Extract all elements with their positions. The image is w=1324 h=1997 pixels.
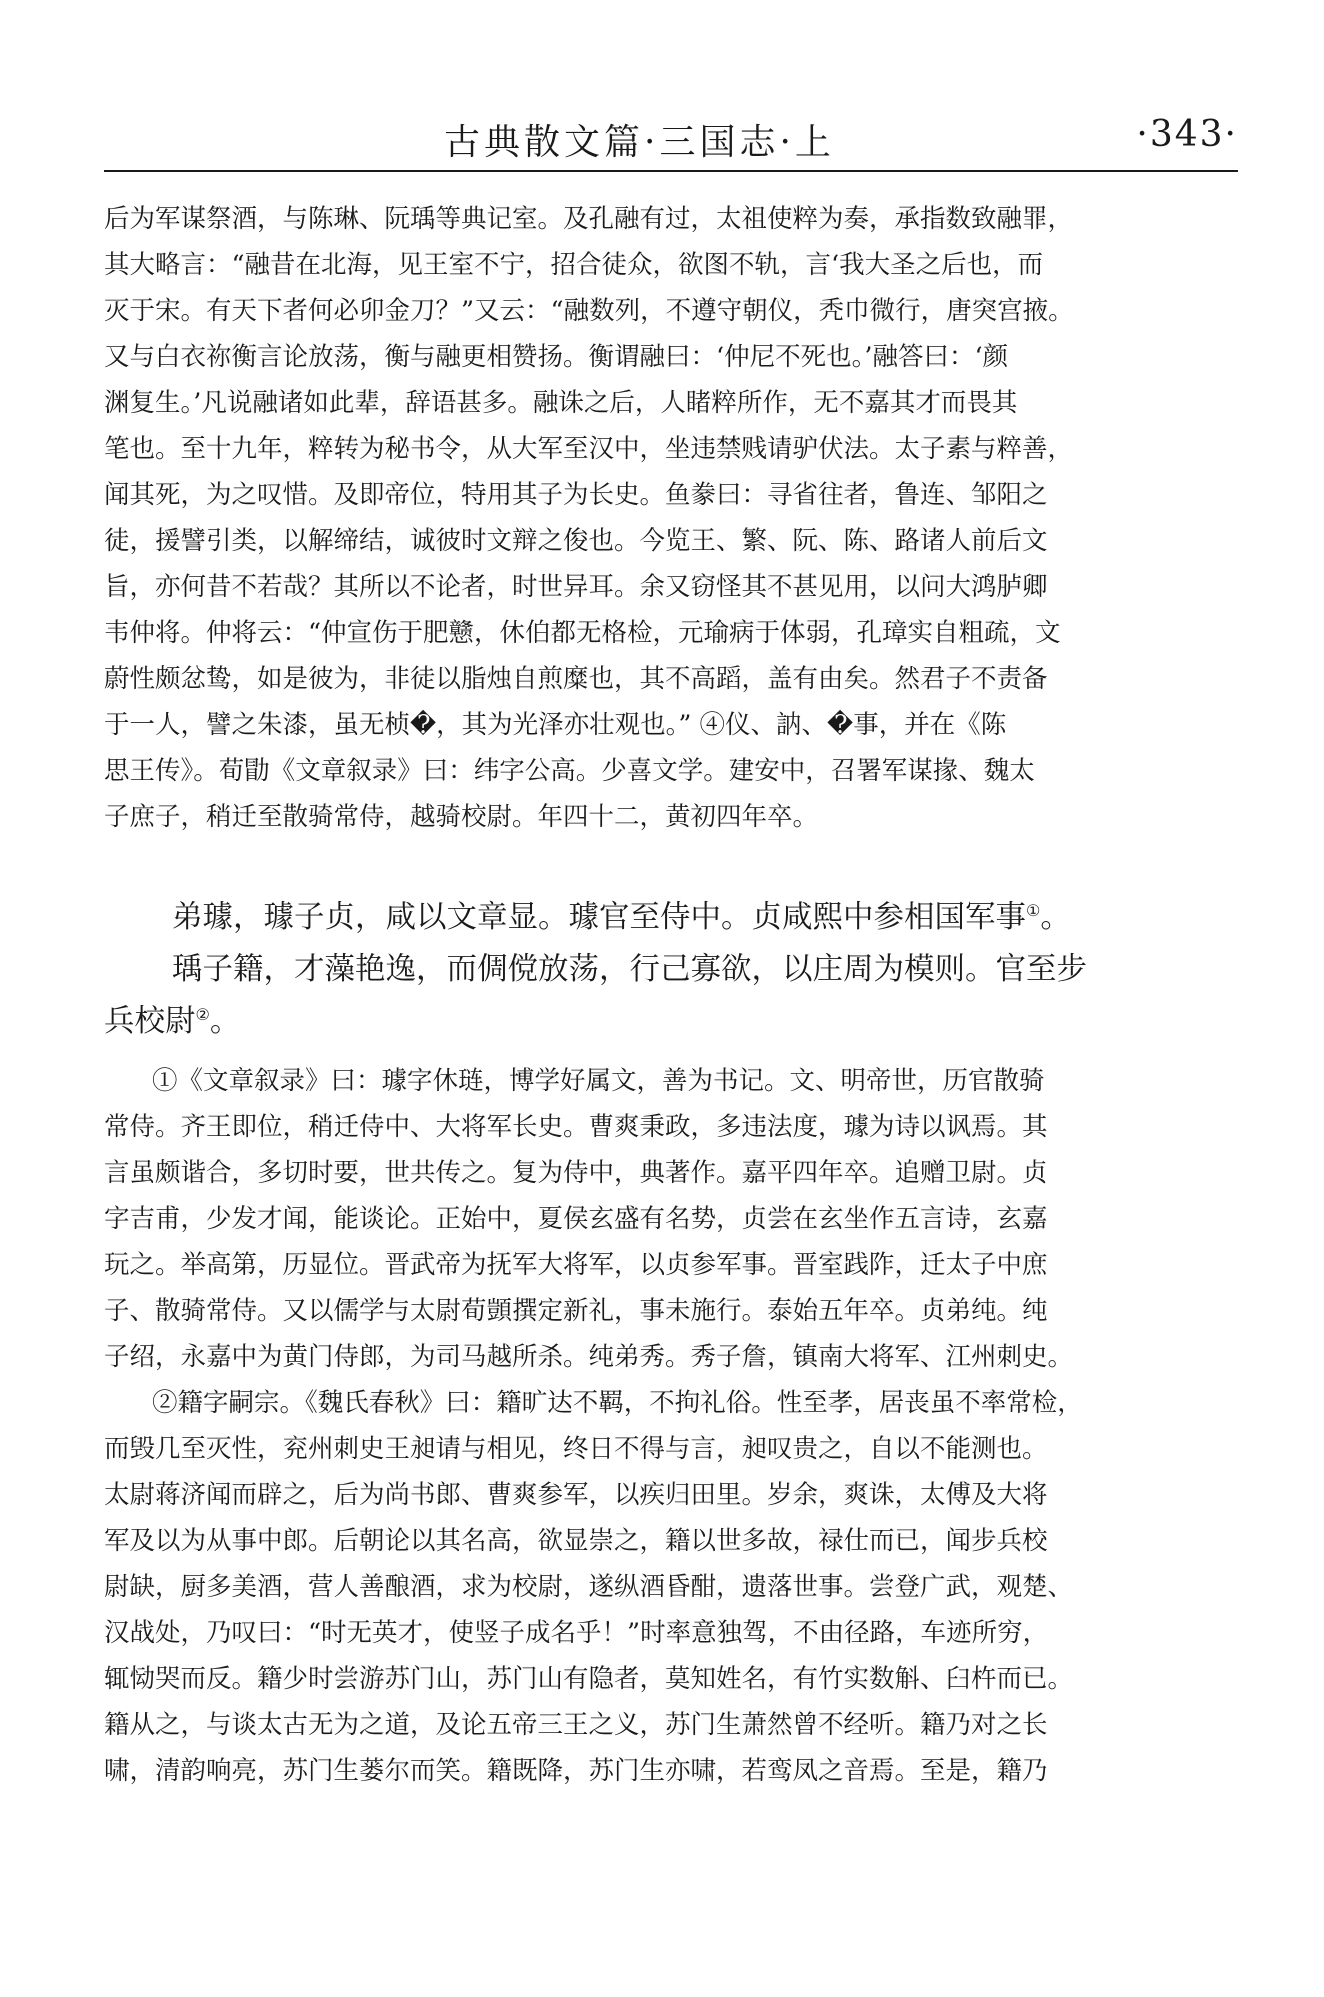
annotation-line: ①《文章叙录》曰：璩字休琏，博学好属文，善为书记。文、明帝世，历官散骑	[152, 1066, 1045, 1096]
annotation-line: 汉战处，乃叹曰：“时无英才，使竖子成名乎！”时率意独驾，不由径路，车迹所穷，	[104, 1618, 1049, 1648]
footnote-ref: ①	[1026, 900, 1041, 920]
annotation-line: 字吉甫，少发才闻，能谈论。正始中，夏侯玄盛有名势，贞尝在玄坐作五言诗，玄嘉	[104, 1204, 1048, 1234]
annotation-line: 徒，援譬引类，以解缔结，诚彼时文辩之俊也。今览王、繁、阮、陈、路诸人前后文	[104, 526, 1048, 556]
annotation-line: 灭于宋。有天下者何必卯金刀？”又云：“融数列，不遵守朝仪，秃巾微行，唐突宫掖。	[104, 296, 1074, 326]
continued-annotation	[104, 196, 1238, 840]
running-title: 古典散文篇·三国志·上	[444, 122, 835, 163]
annotation-line: 渊复生。’凡说融诸如此辈，辞语甚多。融诛之后，人睹粹所作，无不嘉其才而畏其	[104, 388, 1018, 418]
annotation-line: 子绍，永嘉中为黄门侍郎，为司马越所杀。纯弟秀。秀子詹，镇南大将军、江州刺史。	[104, 1342, 1074, 1372]
main-text-tail: 。	[1040, 900, 1071, 935]
annotation-line: 辄恸哭而反。籍少时尝游苏门山，苏门山有隐者，莫知姓名，有竹实数斛、臼杵而已。	[104, 1664, 1074, 1694]
annotation-line: 玩之。举高第，历显位。晋武帝为抚军大将军，以贞参军事。晋室践阼，迁太子中庶	[104, 1250, 1048, 1280]
annotation-line: 于一人，譬之朱漆，虽无桢�，其为光泽亦壮观也。” ④仪、訥、�事，并在《陈	[104, 710, 1007, 740]
annotation-line: 子、散骑常侍。又以儒学与太尉荀顗撰定新礼，事未施行。泰始五年卒。贞弟纯。纯	[104, 1296, 1048, 1326]
annotation-line: 旨，亦何昔不若哉？其所以不论者，时世异耳。余又窃怪其不甚见用，以问大鸿胪卿	[104, 572, 1048, 602]
annotation-line: 闻其死，为之叹惜。及即帝位，特用其子为长史。鱼豢曰：寻省往者，鲁连、邹阳之	[104, 480, 1048, 510]
main-text-line	[104, 892, 1238, 944]
annotation-line: 而毁几至灭性，兖州刺史王昶请与相见，终日不得与言，昶叹贵之，自以不能测也。	[104, 1434, 1048, 1464]
annotation-line: 后为军谋祭酒，与陈琳、阮瑀等典记室。及孔融有过，太祖使粹为奏，承指数致融罪，	[104, 204, 1074, 234]
annotation-line: 太尉蒋济闻而辟之，后为尚书郎、曹爽参军，以疾归田里。岁余，爽诛，太傅及大将	[104, 1480, 1048, 1510]
annotation-line: 籍从之，与谈太古无为之道，及论五帝三王之义，苏门生萧然曾不经听。籍乃对之长	[104, 1710, 1048, 1740]
annotation-line: ②籍字嗣宗。《魏氏春秋》曰：籍旷达不羁，不拘礼俗。性至孝，居丧虽不率常检，	[152, 1388, 1083, 1418]
page-header	[104, 104, 1238, 166]
main-text	[104, 892, 1238, 1048]
annotation-line: 蔚性颇忿鸷，如是彼为，非徒以脂烛自煎糜也，其不高蹈，盖有由矣。然君子不责备	[104, 664, 1048, 694]
main-text-span: 兵校尉	[104, 1004, 196, 1039]
annotation-line: 笔也。至十九年，粹转为秘书令，从大军至汉中，坐违禁贱请驴伏法。太子素与粹善，	[104, 434, 1074, 464]
annotation-line: 言虽颇谐合，多切时要，世共传之。复为侍中，典著作。嘉平四年卒。追赠卫尉。贞	[104, 1158, 1048, 1188]
page-number: ·343·	[1136, 114, 1238, 155]
annotation-line: 常侍。齐王即位，稍迁侍中、大将军长史。曹爽秉政，多违法度，璩为诗以讽焉。其	[104, 1112, 1048, 1142]
annotation-line: 又与白衣祢衡言论放荡，衡与融更相赞扬。衡谓融曰：‘仲尼不死也。’融答曰：‘颜	[104, 342, 1009, 372]
header-rule	[104, 170, 1238, 172]
annotation-line: 啸，清韵响亮，苏门生蒌尔而笑。籍既降，苏门生亦啸，若鸾凤之音焉。至是，籍乃	[104, 1756, 1048, 1786]
annotation-line: 思王传》。荀勖《文章叙录》曰：纬字公高。少喜文学。建安中，召署军谋掾、魏太	[104, 756, 1035, 786]
annotations	[104, 1058, 1238, 1794]
annotation-line: 韦仲将。仲将云：“仲宣伤于肥戆，休伯都无格检，元瑜病于体弱，孔璋实自粗疏，文	[104, 618, 1061, 648]
annotation-line: 子庶子，稍迁至散骑常侍，越骑校尉。年四十二，黄初四年卒。	[104, 802, 819, 832]
main-text-span: 弟璩，璩子贞，咸以文章显。璩官至侍中。贞咸熙中参相国军事	[172, 900, 1026, 935]
page-body	[104, 196, 1238, 1794]
main-text-line	[104, 944, 1238, 996]
annotation-line: 尉缺，厨多美酒，营人善酿酒，求为校尉，遂纵酒昏酣，遗落世事。尝登广武，观楚、	[104, 1572, 1074, 1602]
main-text-tail: 。	[209, 1004, 241, 1039]
main-text-span: 瑀子籍，才藻艳逸，而倜傥放荡，行己寡欲，以庄周为模则。官至步	[172, 952, 1087, 987]
footnote-ref: ②	[195, 1004, 210, 1024]
main-text-line	[104, 996, 1238, 1048]
annotation-line: 军及以为从事中郎。后朝论以其名高，欲显崇之，籍以世多故，禄仕而已，闻步兵校	[104, 1526, 1048, 1556]
annotation-line: 其大略言：“融昔在北海，见王室不宁，招合徒众，欲图不轨，言‘我大圣之后也，而	[104, 250, 1044, 280]
